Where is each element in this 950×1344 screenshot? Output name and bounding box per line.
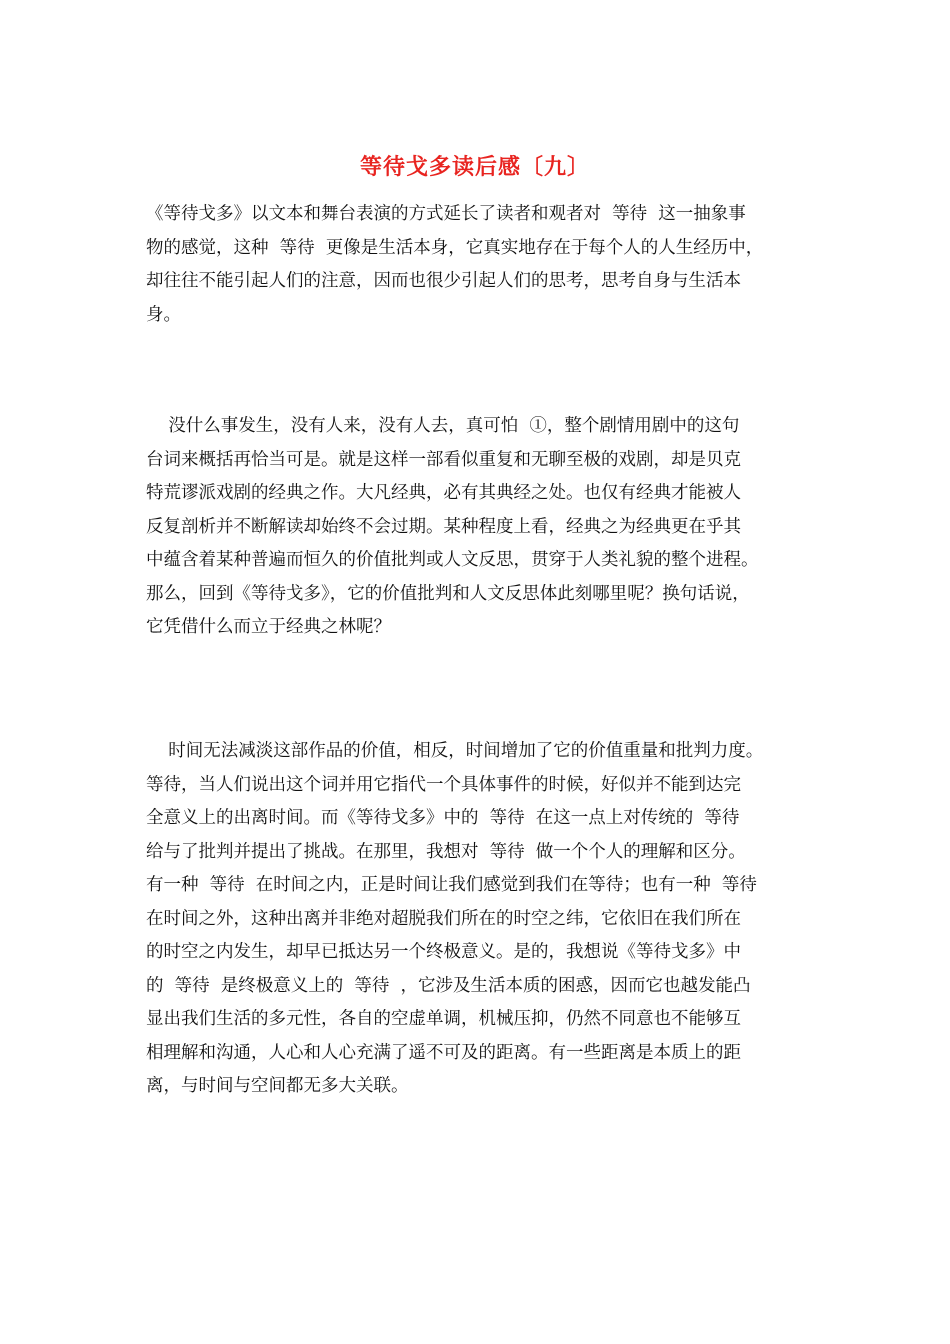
paragraph-line: 台词来概括再恰当可是。就是这样一部看似重复和无聊至极的戏剧，却是贝克 [146, 449, 741, 470]
paragraph-line: 身。 [146, 304, 181, 325]
paragraph-line: 相理解和沟通，人心和人心充满了遥不可及的距离。有一些距离是本质上的距 [146, 1042, 741, 1063]
paragraph-line: 却往往不能引起人们的注意，因而也很少引起人们的思考，思考自身与生活本 [146, 271, 741, 291]
document-title: 等待戈多读后感〔九〕 [359, 154, 590, 180]
paragraph-line: 《等待戈多》以文本和舞台表演的方式延长了读者和观者对 等待 这一抽象事 [146, 204, 746, 224]
paragraph-line: 显出我们生活的多元性，各自的空虚单调，机械压抑，仍然不同意也不能够互 [146, 1009, 741, 1029]
paragraph-line: 反复剖析并不断解读却始终不会过期。某种程度上看，经典之为经典更在乎其 [146, 516, 741, 537]
paragraph-line: 的时空之内发生，却早已抵达另一个终极意义。是的，我想说《等待戈多》中 [146, 942, 741, 962]
paragraph-line: 在时间之外，这种出离并非绝对超脱我们所在的时空之纬，它依旧在我们所在 [146, 908, 741, 929]
paragraph-line: 时间无法减淡这部作品的价值，相反，时间增加了它的价值重量和批判力度。 [146, 741, 764, 761]
paragraph-line: 它凭借什么而立于经典之林呢？ [146, 617, 391, 637]
paragraph-1 [146, 198, 806, 332]
paragraph-line: 没什么事发生，没有人来，没有人去，真可怕 ①，整个剧情用剧中的这句 [146, 416, 740, 436]
paragraph-2 [146, 410, 806, 645]
paragraph-line: 特荒谬派戏剧的经典之作。大凡经典，必有其典经之处。也仅有经典才能被人 [146, 483, 741, 503]
paragraph-line: 有一种 等待 在时间之内，正是时间让我们感觉到我们在等待；也有一种 等待 [146, 875, 757, 895]
paragraph-line: 给与了批判并提出了挑战。在那里，我想对 等待 做一个个人的理解和区分。 [146, 841, 746, 862]
paragraph-line: 物的感觉，这种 等待 更像是生活本身，它真实地存在于每个人的人生经历中， [146, 237, 764, 258]
paragraph-line: 的 等待 是终极意义上的 等待 ，它涉及生活本质的困惑，因而它也越发能凸 [146, 975, 751, 996]
paragraph-line: 中蕴含着某种普遍而恒久的价值批判或人文反思，贯穿于人类礼貌的整个进程。 [146, 550, 759, 570]
paragraph-line: 等待，当人们说出这个词并用它指代一个具体事件的时候，好似并不能到达完 [146, 774, 741, 795]
paragraph-line: 那么，回到《等待戈多》，它的价值批判和人文反思体此刻哪里呢？换句话说， [146, 583, 750, 604]
paragraph-3 [146, 735, 806, 1104]
paragraph-line: 离，与时间与空间都无多大关联。 [146, 1076, 409, 1096]
paragraph-line: 全意义上的出离时间。而《等待戈多》中的 等待 在这一点上对传统的 等待 [146, 808, 740, 828]
